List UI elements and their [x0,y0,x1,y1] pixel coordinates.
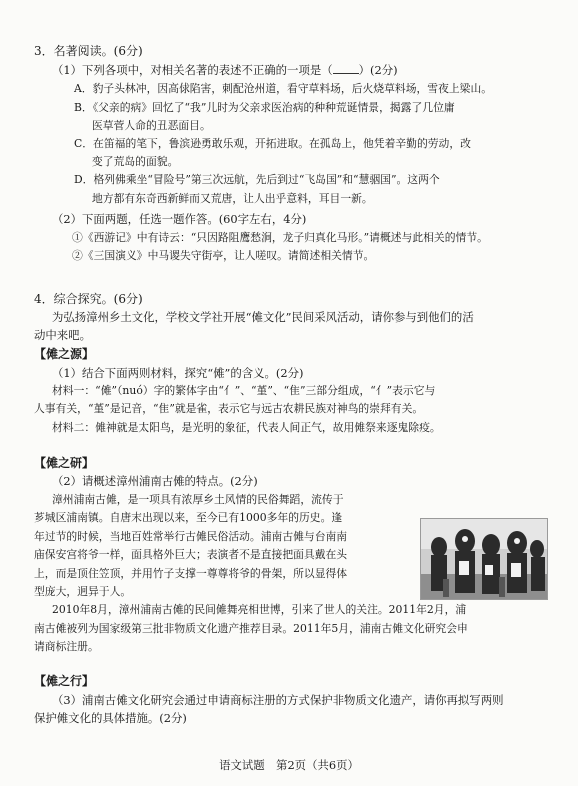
q3-option-c-cont: 变了荒岛的面貌。 [92,155,179,168]
q3-option-d: D．格列佛乘坐“冒险号”第三次远航，先后到过“飞岛国”和“慧骃国”。这两个 [74,173,440,186]
material-1: 材料一：“傩”（nuó）字的繁体字由“亻”、“堇”、“隹”三部分组成，“亻”表示它与 [52,384,436,397]
section-head-origin: 【傩之源】 [34,347,95,361]
section-head-research: 【傩之研】 [34,456,95,470]
answer-blank[interactable] [333,63,359,74]
reading-line: 年过节的时候，当地百姓常举行古傩民俗活动。浦南古傩与台南南 [34,530,348,543]
reading-line: 漳州浦南古傩，是一项具有浓厚乡土风情的民俗舞蹈，流传于 [52,493,344,506]
nuo-performance-photo [420,518,548,600]
q3-title: 3．名著阅读。(6分) [34,44,143,58]
q4-intro: 为弘扬漳州乡土文化，学校文学社开展“傩文化”民间采风活动，请你参与到他们的活 [52,310,474,324]
q3-part2-option-2: ②《三国演义》中马谡失守街亭，让人嗟叹。请简述相关情节。 [72,249,375,262]
q3-option-a: A．豹子头林冲，因高俅陷害，刺配沧州道，看守草料场，后火烧草料场，雪夜上梁山。 [74,82,493,95]
q4-part3-question-cont: 保护傩文化的具体措施。(2分) [34,711,187,725]
q3-option-b-cont: 医草菅人命的丑恶面目。 [92,119,211,132]
q3-part1-question: （1）下列各项中，对相关名著的表述不正确的一项是（ ）(2分) [52,63,398,77]
q3-option-d-cont: 地方都有东奇西新鲜而又荒唐，让人出乎意料，耳目一新。 [92,192,373,205]
q3-part2-option-1: ①《西游记》中有诗云：“只因路阻鹰愁涧，龙子归真化马形。”请概述与此相关的情节。 [72,231,488,244]
q4-part2-question: （2）请概述漳州浦南古傩的特点。(2分) [52,474,258,488]
q3-option-b: B．《父亲的病》回忆了“我”儿时为父亲求医治病的种种荒诞情景，揭露了几位庸 [74,101,455,114]
reading-line: 南古傩被列为国家级第三批非物质文化遗产推荐目录。2011年5月，浦南古傩文化研究会申 [34,622,468,635]
reading-line: 请商标注册。 [34,640,99,653]
material-2: 材料二：傩神就是太阳鸟，是光明的象征，代表人间正气，故用傩祭来逐鬼除疫。 [52,421,441,434]
section-head-action: 【傩之行】 [34,674,95,688]
material-1-cont: 人事有关，“堇”是记音，“隹”就是雀，表示它与远古农耕民族对神鸟的崇拜有关。 [34,402,424,415]
reading-line: 庙保安宫将爷一样，面具格外巨大；表演者不是直接把面具戴在头 [34,548,348,561]
q4-part1-question: （1）结合下面两则材料，探究“傩”的含义。(2分) [52,366,304,380]
q4-intro-cont: 动中来吧。 [34,328,91,342]
page-footer: 语文试题 第2页（共6页） [219,758,359,772]
q3-option-c: C．在笛福的笔下，鲁滨逊勇敢乐观，开拓进取。在孤岛上，他凭着辛勤的劳动，改 [74,137,471,150]
reading-line: 芗城区浦南镇。自唐末出现以来，至今已有1000多年的历史。逢 [34,511,343,524]
nuo-performance-image [421,519,547,599]
q4-part3-question: （3）浦南古傩文化研究会通过申请商标注册的方式保护非物质文化遗产，请你再拟写两则 [52,693,504,707]
reading-line: 2010年8月，漳州浦南古傩的民间傩舞亮相世博，引来了世人的关注。2011年2月，浦 [52,603,467,616]
q3-part2-question: （2）下面两题，任选一题作答。(60字左右，4分) [52,212,307,226]
reading-line: 型庞大，迥异于人。 [34,585,132,598]
q4-title: 4．综合探究。(6分) [34,292,143,306]
reading-line: 上，而是顶住笠顶，并用竹子支撑一尊尊将爷的骨架，所以显得体 [34,567,348,580]
